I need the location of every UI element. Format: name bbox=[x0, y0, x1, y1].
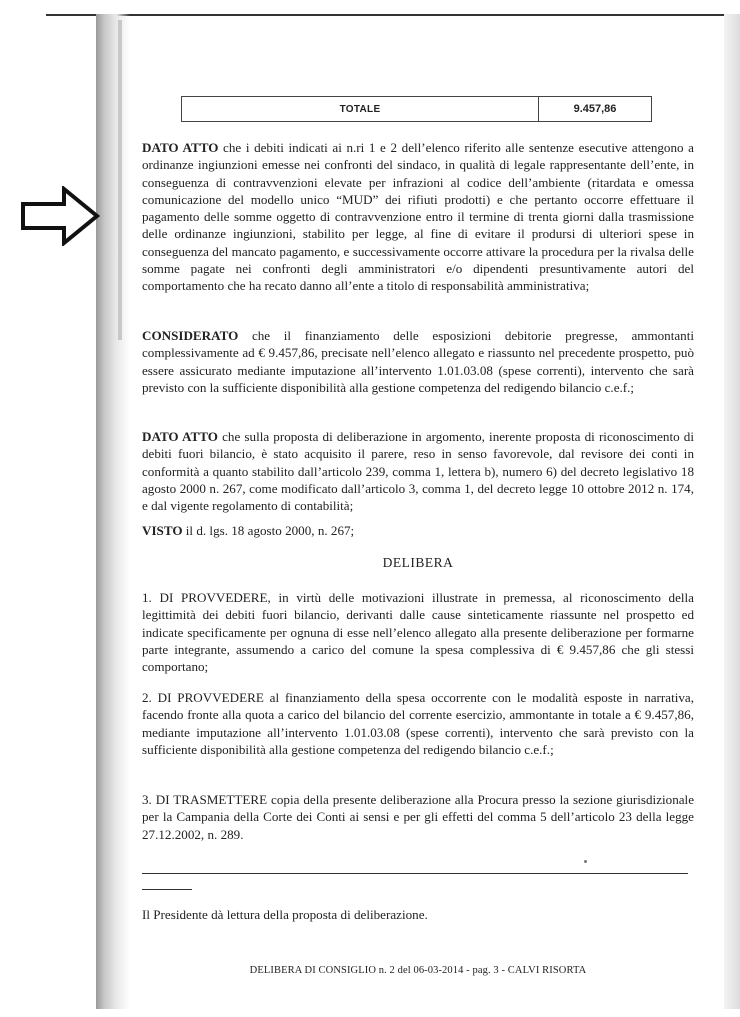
paragraph-lead: CONSIDERATO bbox=[142, 328, 239, 343]
page-footer: DELIBERA DI CONSIGLIO n. 2 del 06-03-2014 - pag. 3 - CALVI RISORTA bbox=[249, 965, 587, 976]
delibera-item-1: 1. DI PROVVEDERE, in virtù delle motivazioni illustrate in premessa, al riconoscimento della legittimità dei debiti fuori bilancio, derivanti dalle cause sinteticamente riassunte nel prospetto ed indicate specificamente per ognuna di esse nell’elenco allegato alla presente deliberazione per formarne parte integrante, assumendo a carico del comune la spesa complessiva di € 9.457,86 che gli stessi comportano; bbox=[142, 590, 694, 675]
delibera-item-2: 2. DI PROVVEDERE al finanziamento della spesa occorrente con le modalità esposte in narrativa, facendo fronte alla quota a carico del bilancio del corrente esercizio, ammontante in totale a € 9.457,86, mediante imputazione all’intervento 1.01.03.08 (spese correnti), intervento che sarà previsto con la sufficiente disponibilità alla gestione competenza del redigendo bilancio c.e.f.; bbox=[142, 690, 694, 757]
paragraph-considerato bbox=[142, 327, 694, 396]
page-top-edge bbox=[46, 14, 736, 16]
presidente-note: Il Presidente dà lettura della proposta di deliberazione. bbox=[142, 907, 428, 922]
delibera-heading: DELIBERA bbox=[382, 555, 454, 570]
paragraph-lead: DATO ATTO bbox=[142, 140, 219, 155]
delibera-item-3: 3. DI TRASMETTERE copia della presente deliberazione alla Procura presso la sezione giurisdizionale per la Campania della Corte dei Conti ai sensi e per gli effetti del comma 5 dell’articolo 23 della legge 27.12.2002, n. 289. bbox=[142, 792, 694, 842]
total-table bbox=[181, 96, 652, 122]
paragraph-text: che sulla proposta di deliberazione in argomento, inerente proposta di riconoscimento di debiti fuori bilancio, è stato acquisito il parere, reso in senso favorevole, dal revisore dei conti in conformità a quanto stabilito dall’articolo 239, comma 1, lettera b), numero 6) del decreto legislativo 18 agosto 2000 n. 267, come modificato dall’articolo 3, comma 1, del decreto legge 10 ottobre 2012 n. 174, e dal vigente regolamento di contabilità; bbox=[142, 429, 694, 514]
total-label: TOTALE bbox=[182, 97, 539, 122]
paragraph-text: che i debiti indicati ai n.ri 1 e 2 dell’elenco riferito alle sentenze esecutive attengono a ordinanze ingiunzioni emesse nei confronti del sindaco, in qualità di legale rappresentante dell’ente, in conseguenza di contravvenzioni elevate per infrazioni al codice dell’ambiente (ritardata e omessa comunicazione del modello unico “MUD” dei rifiuti prodotti) e che pertanto occorre effettuare il pagamento delle somme oggetto di contravvenzione entro il termine di trenta giorni dalla trasmissione delle ordinanze ingiunzioni, stabilito per legge, al fine di evitare il prodursi di ulteriori spese in conseguenza del mancato pagamento, e successivamente occorre attivare la procedura per la rivalsa delle somme pagate nei confronti degli amministratori e/o dipendenti presuntivamente autori del comportamento che ha recato danno all’ente a titolo di responsabilità amministrativa; bbox=[142, 140, 694, 294]
paragraph-lead: DATO ATTO bbox=[142, 429, 218, 444]
total-value: 9.457,86 bbox=[539, 97, 652, 122]
scan-binding-crease bbox=[118, 20, 122, 340]
scan-speck bbox=[584, 860, 587, 863]
paragraph-text: il d. lgs. 18 agosto 2000, n. 267; bbox=[182, 523, 355, 538]
paragraph-visto bbox=[142, 522, 694, 539]
paragraph-text: che il finanziamento delle esposizioni debitorie pregresse, ammontanti complessivamente ad € 9.457,86, precisate nell’elenco allegato e riassunto nel precedente prospetto, può essere assicurato mediante imputazione all’intervento 1.01.03.08 (spese correnti), intervento che sarà previsto con la sufficiente disponibilità alla gestione competenza del redigendo bilancio c.e.f.; bbox=[142, 328, 694, 395]
paragraph-lead: VISTO bbox=[142, 523, 183, 538]
table-row bbox=[182, 97, 652, 122]
separator-line bbox=[142, 873, 688, 874]
page-right-edge bbox=[724, 14, 740, 1009]
scan-binding-shadow bbox=[96, 14, 130, 1009]
paragraph-dato-atto-2 bbox=[142, 428, 694, 514]
separator-short-line bbox=[142, 889, 192, 890]
right-arrow-outline-icon bbox=[20, 186, 100, 246]
paragraph-dato-atto-1 bbox=[142, 139, 694, 295]
